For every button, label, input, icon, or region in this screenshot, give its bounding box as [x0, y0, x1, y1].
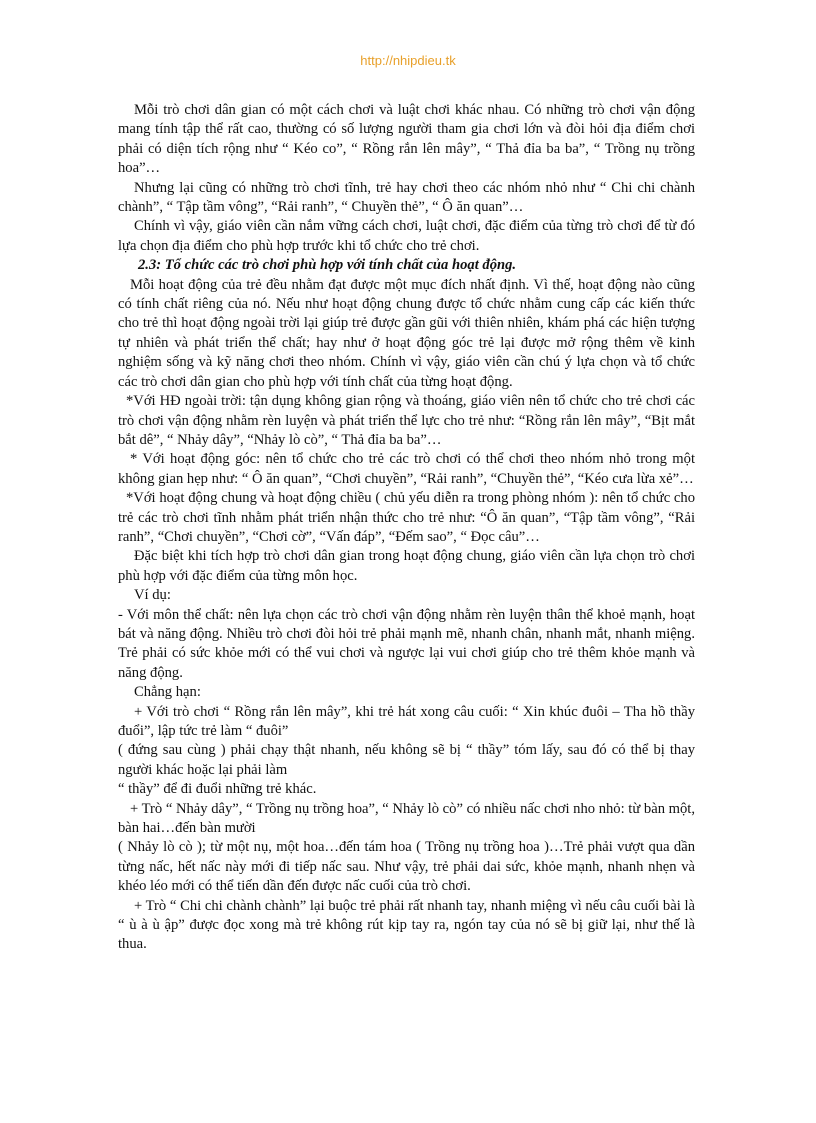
paragraph-dragon-run: ( đứng sau cùng ) phải chạy thật nhanh, nếu không sẽ bị “ thầy” tóm lấy, sau đó có thể bị thay người khác hoặc lại phải làm	[118, 742, 695, 778]
section-heading: 2.3: Tổ chức các trò chơi phù hợp với tính chất của hoạt động.	[138, 257, 517, 274]
paragraph-static-games: Nhưng lại cũng có những trò chơi tĩnh, trẻ hay chơi theo các nhóm nhỏ như “ Chi chi chành chành”, “ Tập tầm vông”, “Rải ranh”, “ Chuyền thẻ”, “ Ô ăn quan”…	[118, 179, 695, 216]
paragraph-chi-chi: + Trò “ Chi chi chành chành” lại buộc trẻ phải rất nhanh tay, nhanh miệng vì nếu câu cuối bài là “ ù à ù ập” được đọc xong mà trẻ không rút kịp tay ra, ngón tay của nó sẽ bị giữ lại, như thế là thua.	[118, 897, 695, 953]
paragraph-intro: Mỗi trò chơi dân gian có một cách chơi và luật chơi khác nhau. Có những trò chơi vận động mang tính tập thể rất cao, thường có số lượng người tham gia chơi lớn và đòi hỏi địa điểm chơi phải có diện tích rộng như “ Kéo co”, “ Rồng rắn lên mây”, “ Thả đỉa ba ba”, “ Trồng nụ trồng hoa”…	[118, 102, 695, 177]
paragraph-dragon-game: + Với trò chơi “ Rồng rắn lên mây”, khi trẻ hát xong câu cuối: “ Xin khúc đuôi – Tha hồ thầy đuổi”, lập tức trẻ làm “ đuôi”	[118, 703, 695, 739]
header-link[interactable]: http://nhipdieu.tk	[360, 53, 456, 68]
paragraph-outdoor: *Với HĐ ngoài trời: tận dụng không gian rộng và thoáng, giáo viên nên tổ chức cho trẻ chơi các trò chơi vận động nhằm rèn luyện và phát triển thể lực cho trẻ như: “Rồng rắn lên mây”, “Bịt mắt bắt dê”, “ Nhảy dây”, “Nhảy lò cò”, “ Thả đỉa ba ba”…	[118, 393, 695, 448]
paragraph-example-label: Ví dụ:	[134, 587, 171, 604]
paragraph-dragon-chase: “ thầy” để đi đuổi những trẻ khác.	[118, 781, 317, 798]
paragraph-teacher-note: Chính vì vậy, giáo viên cần nắm vững cách chơi, luật chơi, đặc điểm của từng trò chơi để từ đó lựa chọn địa điểm cho phù hợp trước khi tổ chức cho trẻ chơi.	[118, 218, 695, 254]
paragraph-jump-games: + Trò “ Nhảy dây”, “ Trồng nụ trồng hoa”, “ Nhảy lò cò” có nhiều nấc chơi nho nhỏ: từ bàn một, bàn hai…đến bàn mười	[118, 800, 695, 837]
paragraph-physical: - Với môn thể chất: nên lựa chọn các trò chơi vận động nhằm rèn luyện thân thể khoẻ mạnh, hoạt bát và năng động. Nhiều trò chơi đòi hỏi trẻ phải mạnh mẽ, nhanh chân, nhanh mắt, nhanh miệng. Trẻ phải có sức khỏe mới có thể vui chơi và ngược lại vui chơi giúp cho trẻ thêm khỏe mạnh và năng động.	[118, 606, 695, 681]
paragraph-common: *Với hoạt động chung và hoạt động chiều ( chủ yếu diễn ra trong phòng nhóm ): nên tổ chức cho trẻ các trò chơi tĩnh nhằm phát triển nhận thức cho trẻ như: “Ô ăn quan”, “Tập tầm vông”, “Rải ranh”, “Chơi chuyền”, “Chơi cờ”, “Vấn đáp”, “Đếm sao”, “ Đọc câu”…	[118, 490, 695, 545]
document-body	[118, 101, 695, 955]
paragraph-jump-levels: ( Nhảy lò cò ); từ một nụ, một hoa…đến tám hoa ( Trồng nụ trồng hoa )…Trẻ phải vượt qua dần từng nấc, hết nấc này mới đi tiếp nấc sau. Như vậy, trẻ phải dai sức, khỏe mạnh, nhanh nhẹn và khéo léo mới có thể tiến dần đến được nấc cuối của trò chơi.	[118, 839, 695, 895]
paragraph-activities: Mỗi hoạt động của trẻ đều nhằm đạt được một mục đích nhất định. Vì thế, hoạt động nào cũng có tính chất riêng của nó. Nếu như hoạt động chung được tổ chức nhằm cung cấp các kiến thức cho trẻ thì hoạt động ngoài trời lại giúp trẻ được gần gũi với thiên nhiên, khám phá các hiện tượng tự nhiên và phát triển thể chất; hay như ở hoạt động góc trẻ lại được mở rộng thêm về kinh nghiệm sống và kỹ năng chơi theo nhóm. Chính vì vậy, giáo viên cần chú ý lựa chọn và tổ chức các trò chơi dân gian cho phù hợp với tính chất của từng hoạt động.	[118, 276, 695, 390]
paragraph-for-instance: Chẳng hạn:	[134, 684, 201, 701]
paragraph-integration: Đặc biệt khi tích hợp trò chơi dân gian trong hoạt động chung, giáo viên cần lựa chọn trò chơi phù hợp với đặc điểm của từng môn học.	[118, 548, 695, 584]
paragraph-corner: * Với hoạt động góc: nên tổ chức cho trẻ các trò chơi có thể chơi theo nhóm nhỏ trong một không gian hẹp như: “ Ô ăn quan”, “Chơi chuyền”, “Rải ranh”, “Chuyền thẻ”, “Kéo cưa lừa xẻ”…	[118, 451, 695, 487]
